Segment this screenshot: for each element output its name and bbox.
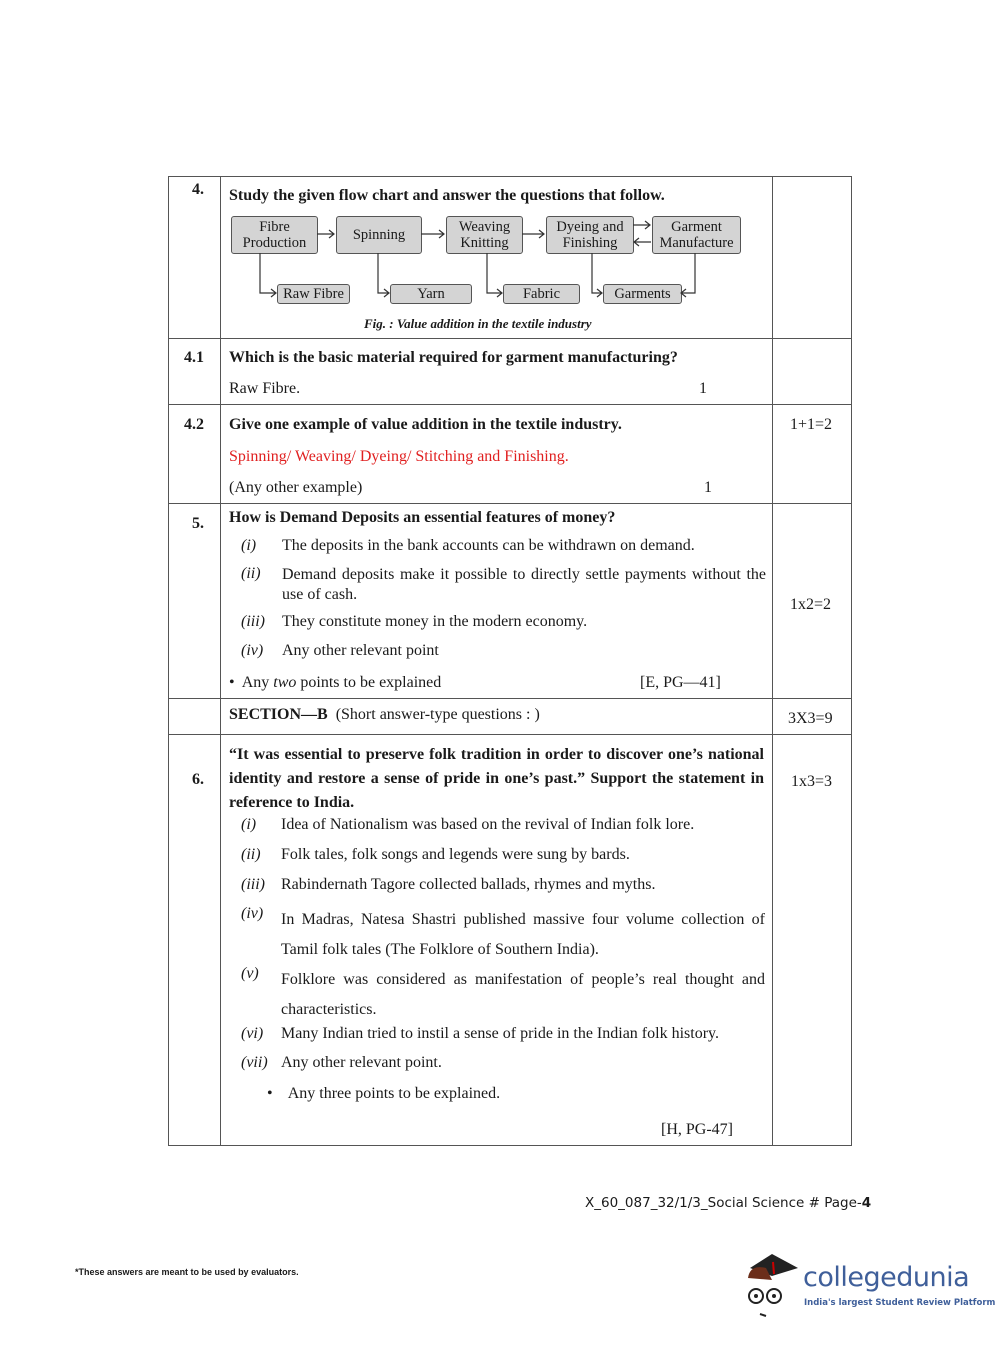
flow-box-fabric: Fabric [503, 284, 580, 304]
answer-text: Spinning/ Weaving/ Dyeing/ Stitching and Finishing. [229, 448, 569, 465]
question-number: 4.2 [184, 416, 204, 433]
flow-box-fibre-production: Fibre Production [231, 216, 318, 254]
flow-box-garment-manufacture: Garment Manufacture [652, 216, 741, 254]
point-number: (iii) [241, 876, 265, 893]
bullet-note: • Any three points to be explained. [267, 1085, 501, 1102]
section-heading [229, 706, 540, 724]
question-text: “It was essential to preserve folk tradition in order to discover one’s national identity and restore a sense of pride in one’s past.” Support the statement in reference to India. [229, 746, 764, 811]
marks: 1 [704, 479, 712, 496]
bullet-emphasis: two [273, 674, 297, 691]
question-number: 6. [192, 771, 204, 788]
point-number: (iii) [241, 613, 265, 630]
answer-point: They constitute money in the modern economy. [282, 613, 588, 630]
flow-box-dyeing: Dyeing and Finishing [546, 216, 634, 254]
point-number: (iv) [241, 642, 264, 659]
point-number: (vi) [241, 1025, 264, 1042]
answer-point: Demand deposits make it possible to directly settle payments without the use of cash. [282, 566, 766, 603]
row-divider [168, 404, 852, 405]
reference: [H, PG-47] [661, 1121, 733, 1138]
answer-point: Folk tales, folk songs and legends were sung by bards. [281, 846, 630, 863]
point-number: (ii) [241, 846, 261, 863]
total-marks: 1x3=3 [791, 773, 833, 790]
answer-note: (Any other example) [229, 479, 363, 496]
answer-point: Folklore was considered as manifestation of people’s real thought and characteristics. [281, 971, 765, 1018]
answer-text: Raw Fibre. [229, 380, 301, 397]
table-border [168, 1145, 852, 1146]
bullet-note: • Any two points to be explained [229, 674, 442, 691]
question-text: Give one example of value addition in the textile industry. [229, 416, 622, 433]
flow-box-garments: Garments [603, 284, 682, 304]
point-number: (iv) [241, 905, 264, 922]
section-subtitle: (Short answer-type questions : ) [335, 706, 540, 723]
row-divider [168, 503, 852, 504]
flow-arrows [0, 0, 1002, 340]
answer-point: Idea of Nationalism was based on the revival of Indian folk lore. [281, 816, 695, 833]
question-text: Which is the basic material required for garment manufacturing? [229, 349, 678, 366]
point-number: (ii) [241, 565, 261, 582]
logo-name: collegedunia [803, 1262, 970, 1293]
flow-box-weaving: Weaving Knitting [446, 216, 523, 254]
point-number: (i) [241, 816, 257, 833]
answer-point: Rabindernath Tagore collected ballads, rhymes and myths. [281, 876, 656, 893]
question-text: Study the given flow chart and answer the questions that follow. [229, 187, 665, 204]
bullet-text: Any [241, 674, 274, 691]
row-divider [168, 698, 852, 699]
question-number: 5. [192, 515, 204, 532]
total-marks: 1+1=2 [790, 416, 833, 433]
question-text: How is Demand Deposits an essential features of money? [229, 509, 616, 526]
row-divider [168, 734, 852, 735]
answer-point: Any other relevant point. [281, 1054, 442, 1071]
point-number: (i) [241, 537, 257, 554]
answer-point: Any other relevant point [282, 642, 439, 659]
answer-point: Many Indian tried to instil a sense of pride in the Indian folk history. [281, 1025, 719, 1042]
bullet-text: Any three points to be explained. [287, 1085, 501, 1102]
total-marks: 1x2=2 [790, 596, 832, 613]
answer-point: In Madras, Natesa Shastri published massive four volume collection of Tamil folk tales (The Folklore of Southern India). [281, 911, 765, 958]
bullet-text: points to be explained [296, 674, 442, 691]
total-marks: 3X3=9 [788, 710, 833, 727]
figure-caption: Fig. : Value addition in the textile industry [364, 316, 592, 331]
point-number: (vii) [241, 1054, 268, 1071]
disclaimer: *These answers are meant to be used by evaluators. [75, 1267, 299, 1277]
logo-tagline: India's largest Student Review Platform [804, 1298, 996, 1308]
answer-point: The deposits in the bank accounts can be withdrawn on demand. [282, 537, 695, 554]
question-number: 4.1 [184, 349, 204, 366]
marks: 1 [699, 380, 707, 397]
section-title: SECTION—B [229, 706, 328, 723]
point-number: (v) [241, 965, 259, 982]
mascot-icon [742, 1250, 802, 1320]
flow-box-raw-fibre: Raw Fibre [277, 284, 350, 304]
flow-box-spinning: Spinning [336, 216, 422, 254]
document-code: X_60_087_32/1/3_Social Science # Page- [585, 1195, 862, 1211]
reference: [E, PG—41] [640, 674, 721, 691]
question-number: 4. [192, 181, 204, 198]
flow-box-yarn: Yarn [390, 284, 472, 304]
page-code [585, 1195, 871, 1211]
page-number: 4 [861, 1195, 872, 1211]
